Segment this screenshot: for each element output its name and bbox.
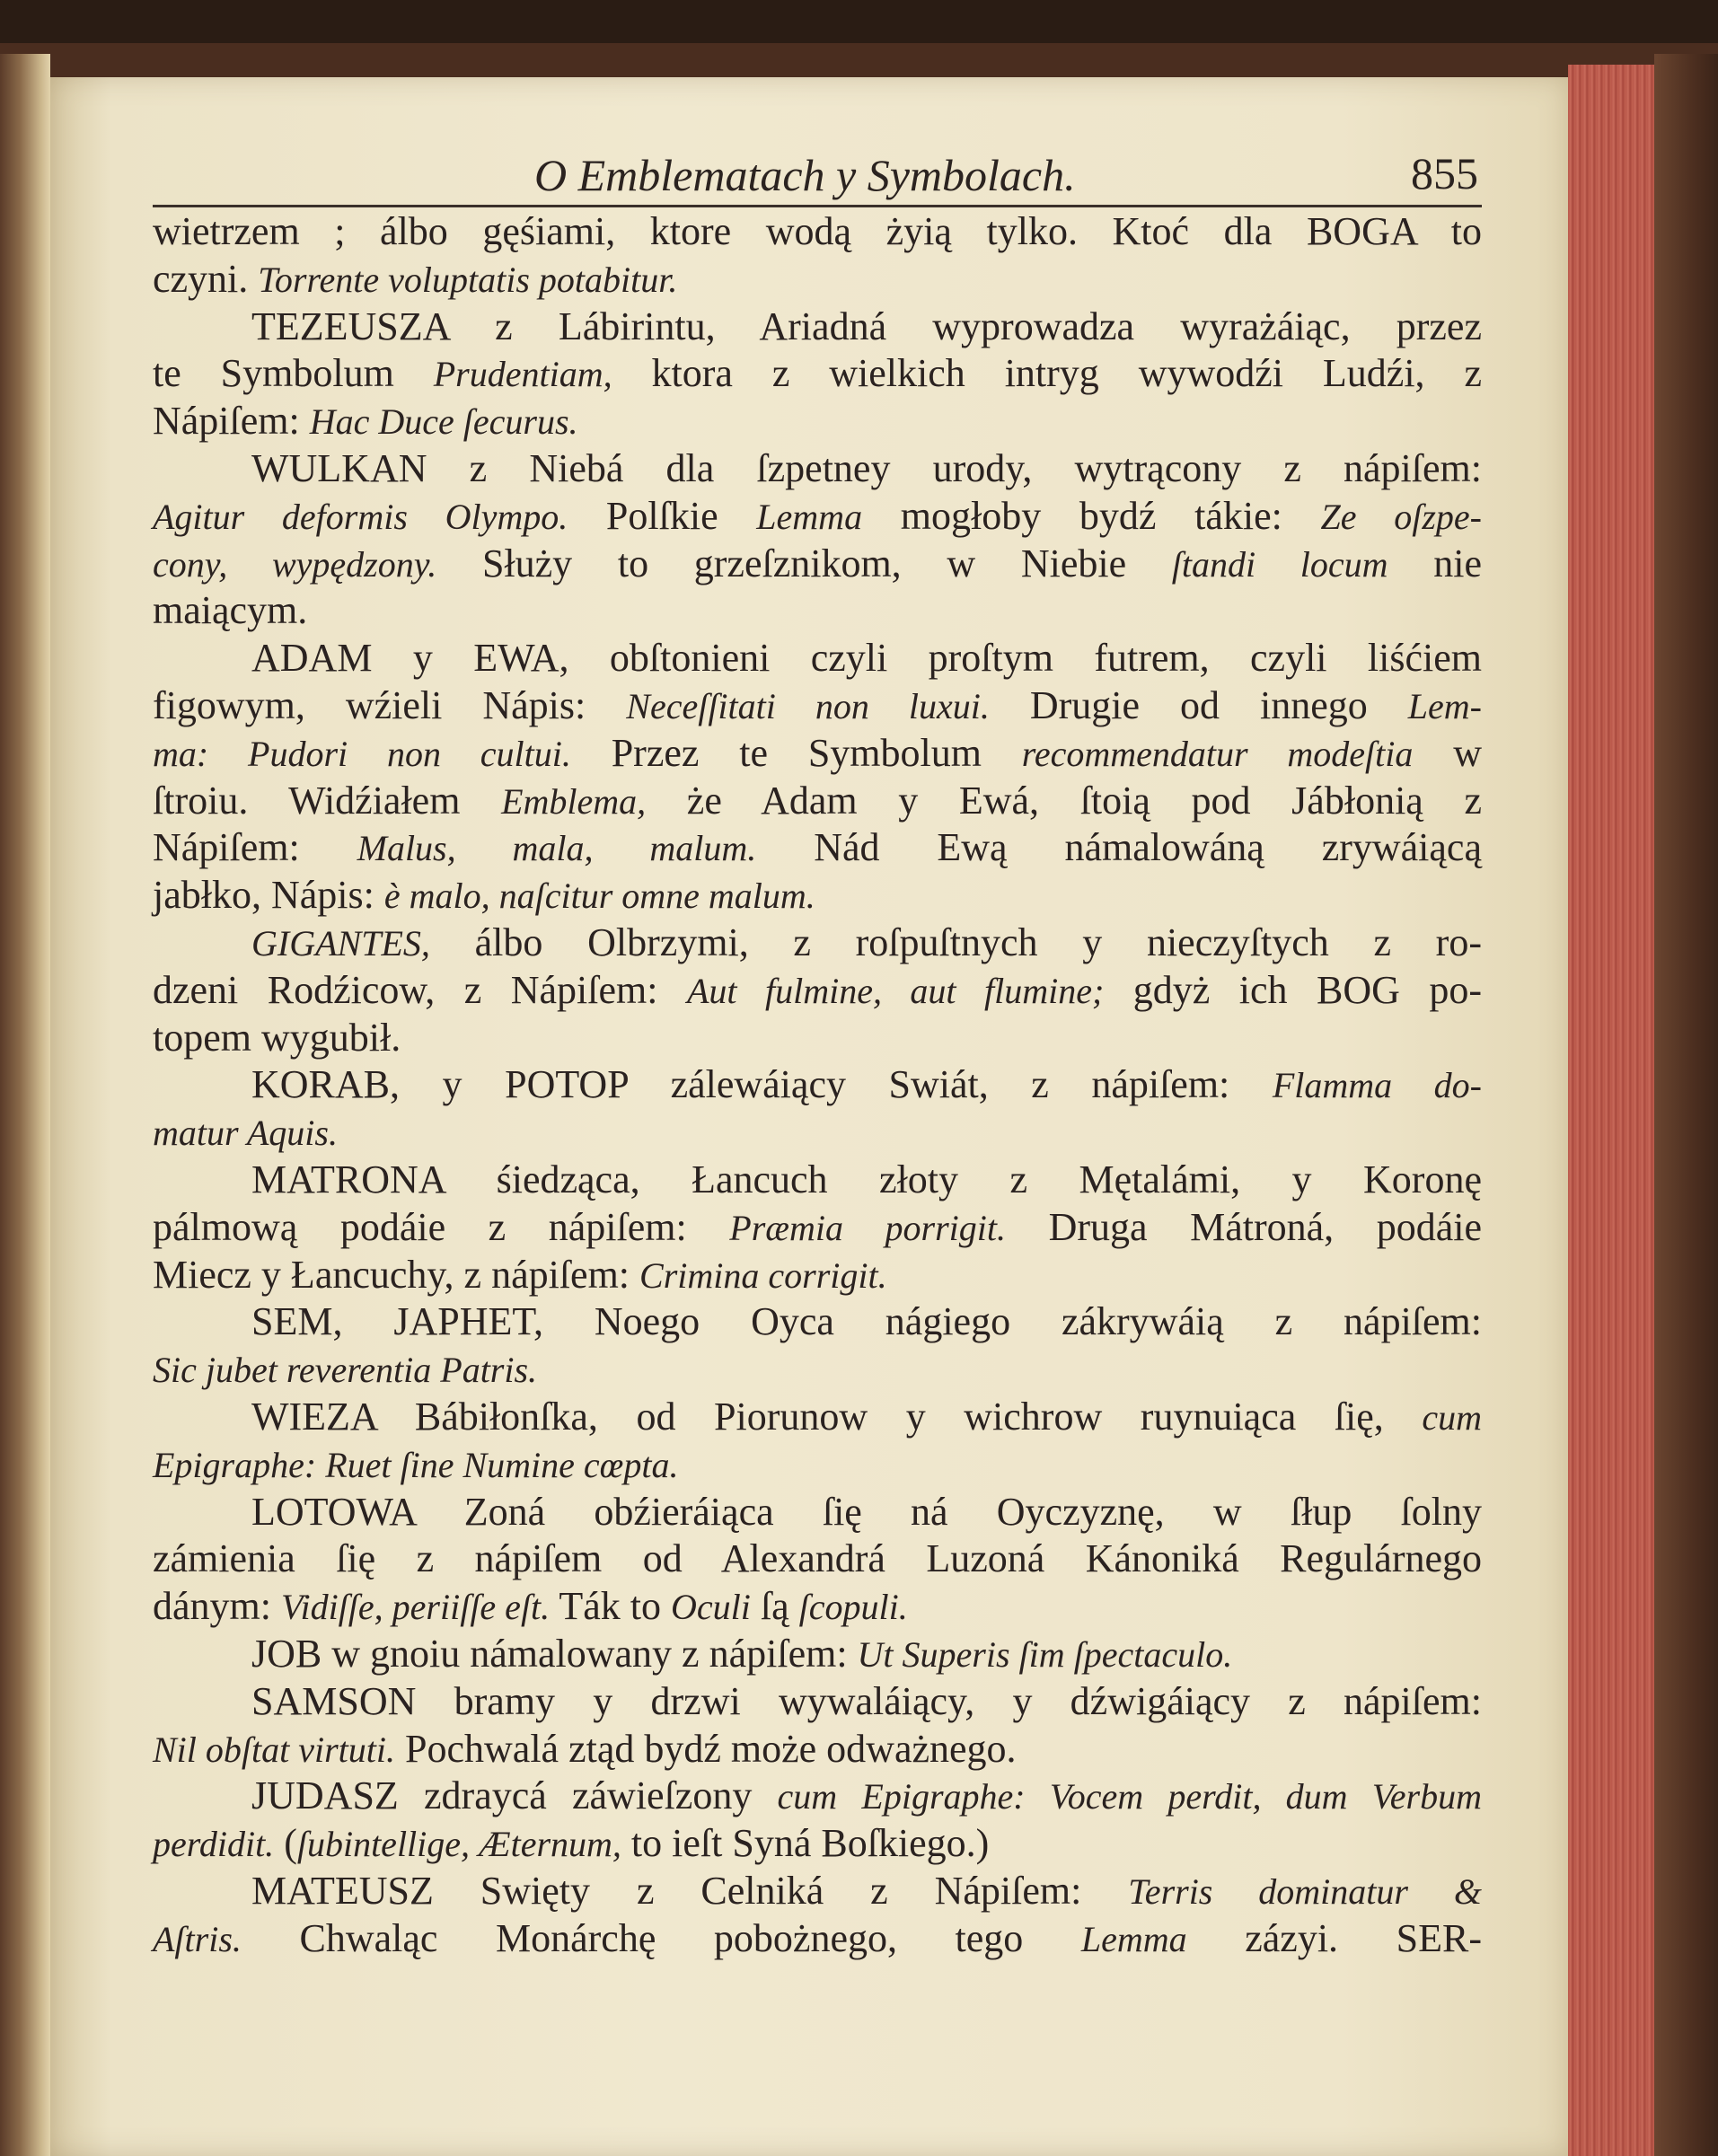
red-page-edges <box>1568 65 1654 2156</box>
text-line <box>153 1678 1482 1726</box>
text-line <box>153 1773 1482 1820</box>
italic-text: Terris dominatur & <box>1128 1870 1482 1912</box>
text-run: WULKAN z Niebá dla ſzpetney urody, wytrącony z nápiſem: <box>251 445 1482 490</box>
text-line <box>153 208 1482 256</box>
running-title: O Emblematach y Symbolach. <box>534 150 1076 200</box>
text-run: MATEUSZ Swięty z Celniká z Nápiſem: <box>251 1868 1129 1913</box>
italic-text: Ze oſzpe- <box>1320 496 1482 537</box>
text-run: nie <box>1388 541 1482 585</box>
text-run: ADAM y EWA, obſtonieni czyli proſtym futrem, czyli liśćiem <box>251 636 1482 681</box>
text-line <box>153 1346 1482 1394</box>
text-run: SEM, JAPHET, Noego Oyca nágiego zákrywáią z nápiſem: <box>251 1299 1482 1344</box>
italic-text: perdidit. <box>153 1824 275 1865</box>
text-run: pálmową podáie z nápiſem: <box>153 1204 730 1249</box>
italic-text: Lemma <box>1080 1918 1187 1959</box>
text-line <box>153 920 1482 967</box>
text-run: WIEZA Bábiłonſka, od Piorunow y wichrow ruynuiąca ſię, <box>251 1394 1423 1439</box>
book-cover-edge <box>1654 54 1718 2156</box>
text-line <box>153 587 1482 635</box>
italic-text: Epigraphe: Ruet ſine Numine cœpta. <box>153 1444 679 1485</box>
text-run: jabłko, Nápis: <box>153 873 384 918</box>
text-line <box>153 1915 1482 1963</box>
text-line <box>153 1441 1482 1489</box>
text-run: w <box>1413 730 1483 775</box>
text-run: topem wygubił. <box>153 1015 401 1060</box>
italic-text: Prudentiam, <box>433 354 612 395</box>
text-line <box>153 824 1482 872</box>
text-run: Drugie od innego <box>989 682 1408 727</box>
italic-text: Torrente voluptatis potabitur. <box>258 259 678 300</box>
facing-page-edge <box>0 54 50 2156</box>
text-line <box>153 1015 1482 1062</box>
italic-text: Neceſſitati non luxui. <box>626 685 990 726</box>
text-run: ſą <box>750 1584 799 1629</box>
italic-text: Oculi <box>671 1587 751 1628</box>
text-line <box>153 304 1482 351</box>
text-run: Polſkie <box>568 493 757 538</box>
text-run: álbo Olbrzymi, z roſpuſtnych y nieczyſtych z ro- <box>429 920 1482 964</box>
italic-text: ma: Pudori non cultui. <box>153 733 571 774</box>
text-run: Miecz y Łancuchy, z nápiſem: <box>153 1252 640 1297</box>
italic-text: Emblema, <box>501 780 647 822</box>
text-run: Pochwalá ztąd bydź może odważnego. <box>395 1726 1017 1771</box>
text-run: ( <box>274 1821 297 1866</box>
italic-text: Crimina corrigit. <box>639 1254 887 1296</box>
italic-text: matur Aquis. <box>153 1113 338 1154</box>
text-run: mogłoby bydź tákie: <box>862 493 1321 538</box>
text-line <box>153 1820 1482 1868</box>
italic-text: ſcopuli. <box>798 1587 908 1628</box>
text-run: figowym, wźieli Nápis: <box>153 682 627 727</box>
text-run: JUDASZ zdraycá záwieſzony <box>251 1773 778 1818</box>
text-run: te Symbolum <box>153 351 434 396</box>
header-rule <box>153 205 1482 207</box>
italic-text: Flamma do- <box>1272 1065 1483 1106</box>
text-line <box>153 967 1482 1015</box>
italic-text: Aut fulmine, aut flumine; <box>686 970 1105 1011</box>
text-line <box>153 730 1482 778</box>
page-body-text <box>153 208 1482 1962</box>
text-run: TEZEUSZA z Lábirintu, Ariadná wyprowadza wyrażáiąc, przez <box>251 304 1482 348</box>
text-line <box>153 872 1482 920</box>
text-line <box>153 1298 1482 1346</box>
text-run: Chwaląc Monárchę pobożnego, tego <box>241 1915 1081 1960</box>
text-line <box>153 493 1482 541</box>
italic-text: recommendatur modeſtia <box>1021 733 1414 774</box>
italic-text: cum <box>1422 1396 1482 1438</box>
page-header <box>153 135 1482 207</box>
text-line <box>153 1204 1482 1252</box>
text-line <box>153 1726 1482 1773</box>
italic-text: cony, wypędzony. <box>153 543 437 585</box>
text-line <box>153 1394 1482 1441</box>
text-run: wietrzem ; álbo gęśiami, ktore wodą żyią tylko. Ktoć dla BOGA to <box>153 209 1482 253</box>
italic-text: Hac Duce ſecurus. <box>309 401 578 443</box>
page-number: 855 <box>1411 148 1478 198</box>
text-line <box>153 778 1482 825</box>
text-run: JOB w gnoiu námalowany z nápiſem: <box>251 1631 858 1676</box>
text-line <box>153 256 1482 304</box>
text-line <box>153 635 1482 682</box>
italic-text: Nil obſtat virtuti. <box>153 1729 396 1770</box>
text-line <box>153 350 1482 398</box>
text-line <box>153 398 1482 445</box>
text-run: czyni. <box>153 256 259 301</box>
italic-text: cum Epigraphe: Vocem perdit, dum Verbum <box>777 1776 1482 1817</box>
italic-text: Præmia porrigit. <box>729 1207 1007 1248</box>
text-run: Przez te Symbolum <box>570 730 1022 775</box>
italic-text: è malo, naſcitur omne malum. <box>383 876 815 917</box>
text-run: Nápiſem: <box>153 825 357 870</box>
text-line <box>153 1631 1482 1678</box>
italic-text: ſtandi locum <box>1171 543 1388 585</box>
text-run: że Adam y Ewá, ſtoią pod Jábłonią z <box>646 778 1482 823</box>
text-run: gdyż ich BOG po- <box>1104 967 1482 1012</box>
italic-text: Agitur deformis Olympo. <box>153 496 568 537</box>
text-line <box>153 1489 1482 1536</box>
text-run: zázyi. SER- <box>1186 1915 1482 1960</box>
text-run: MATRONA śiedząca, Łancuch złoty z Mętalámi, y Koronę <box>251 1157 1482 1201</box>
italic-text: ſubintellige, Æternum, <box>296 1824 621 1865</box>
italic-text: GIGANTES, <box>251 922 430 964</box>
text-run: to ieſt Syná Boſkiego.) <box>621 1821 990 1866</box>
italic-text: Ut Superis ſim ſpectaculo. <box>857 1633 1233 1675</box>
text-run: zámienia ſię z nápiſem od Alexandrá Luzoná Kánoniká Regulárnego <box>153 1536 1482 1581</box>
text-run: Ták to <box>550 1584 672 1629</box>
italic-text: Lem- <box>1407 685 1483 726</box>
text-line <box>153 1868 1482 1915</box>
text-run: dzeni Rodźicow, z Nápiſem: <box>153 967 687 1012</box>
italic-text: Lemma <box>756 496 863 537</box>
text-run: ſtroiu. Widźiałem <box>153 778 502 823</box>
text-run: Służy to grzeſznikom, w Niebie <box>436 541 1172 585</box>
text-line <box>153 682 1482 730</box>
text-run: SAMSON bramy y drzwi wywaláiący, y dźwigáiący z nápiſem: <box>251 1678 1482 1723</box>
text-line <box>153 1109 1482 1157</box>
text-run: dánym: <box>153 1584 281 1629</box>
text-run: Druga Mátroná, podáie <box>1006 1204 1482 1249</box>
text-run: Nád Ewą námalowáną zrywáiącą <box>756 825 1482 870</box>
text-run: Nápiſem: <box>153 399 310 444</box>
text-line <box>153 1252 1482 1299</box>
text-line <box>153 541 1482 588</box>
text-line <box>153 1536 1482 1583</box>
italic-text: Vidiſſe, periiſſe eſt. <box>280 1587 551 1628</box>
italic-text: Aſtris. <box>153 1918 242 1959</box>
text-line <box>153 1061 1482 1109</box>
text-line <box>153 1583 1482 1631</box>
text-line <box>153 1157 1482 1204</box>
text-run: KORAB, y POTOP zálewáiący Swiát, z nápiſem: <box>251 1062 1273 1107</box>
text-run: maiącym. <box>153 588 308 633</box>
italic-text: Malus, mala, malum. <box>357 828 757 869</box>
text-run: ktora z wielkich intryg wywodźi Ludźi, z <box>612 351 1482 396</box>
italic-text: Sic jubet reverentia Patris. <box>153 1350 538 1391</box>
text-line <box>153 445 1482 493</box>
text-run: LOTOWA Zoná obźieráiąca ſię ná Oyczyznę, w ſłup ſolny <box>251 1489 1482 1534</box>
